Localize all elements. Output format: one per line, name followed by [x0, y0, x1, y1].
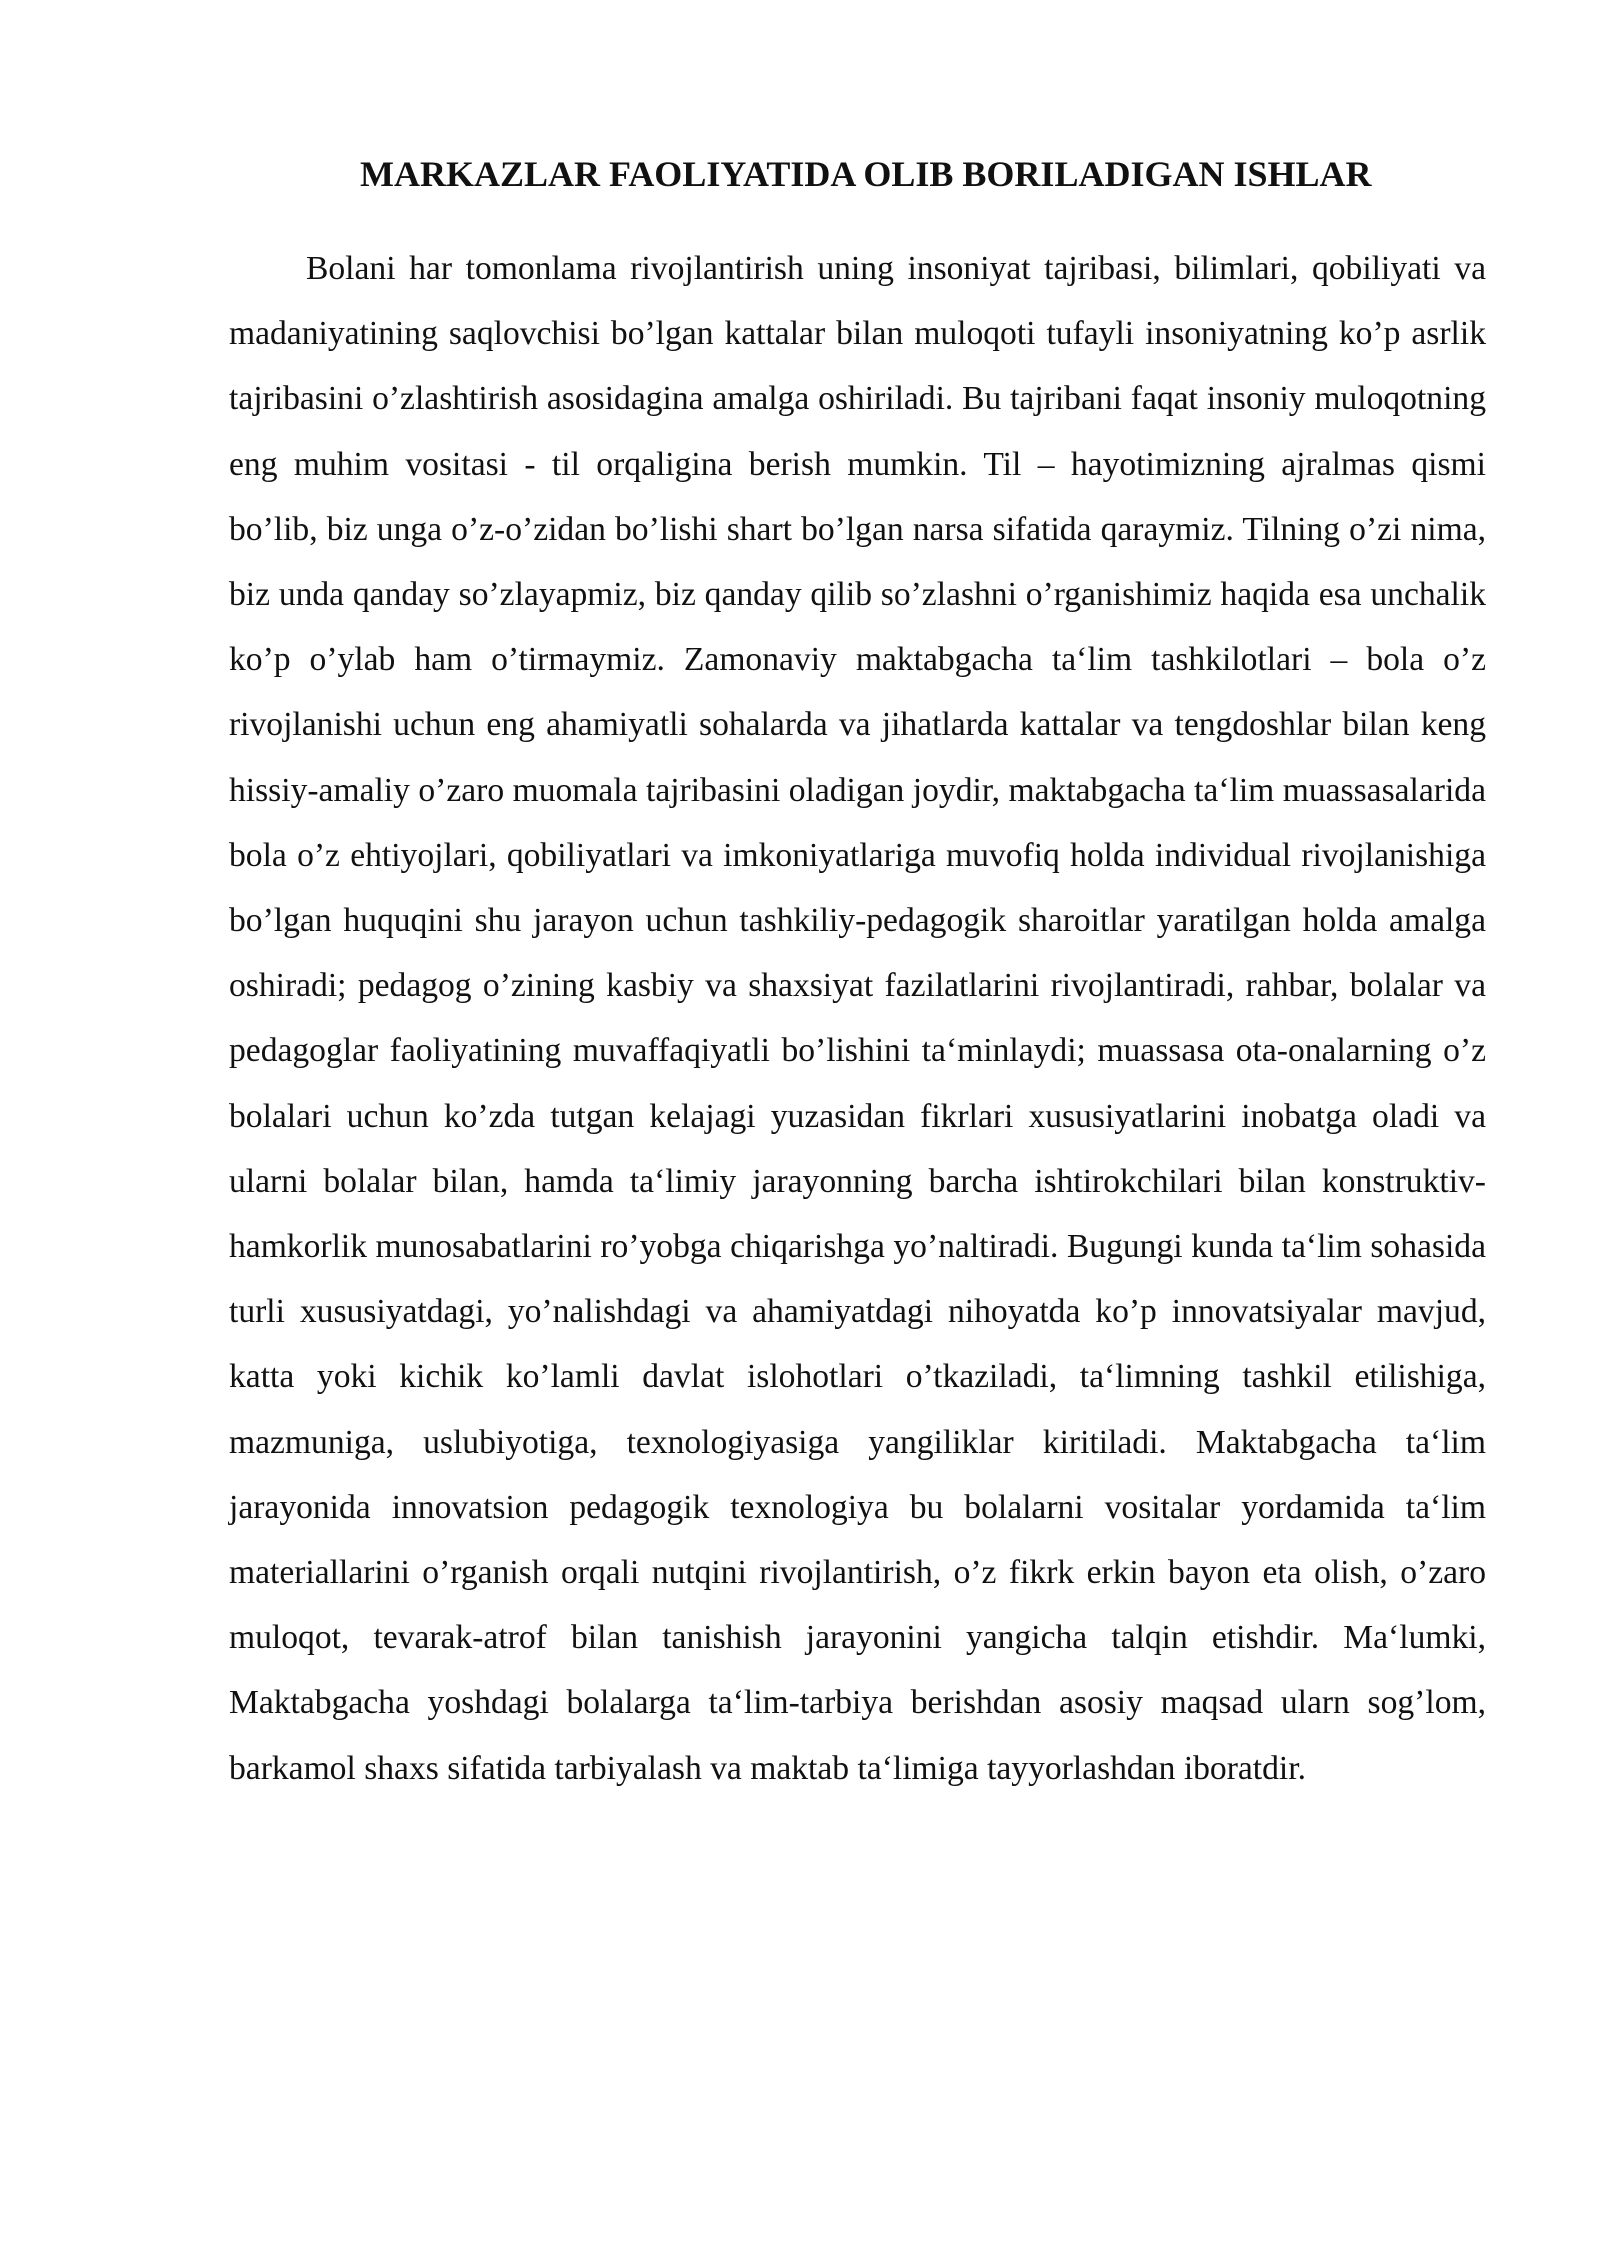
body-paragraph: Bolani har tomonlama rivojlantirish uning insoniyat tajribasi, bilimlari, qobiliyati va madaniyatining saqlovchisi bo’lgan kattalar bilan muloqoti tufayli insoniyatning ko’p asrlik tajribasini o’zlashtirish asosidagina amalga oshiriladi. Bu tajribani faqat insoniy muloqotning eng muhim vositasi - til orqaligina berish mumkin. Til – hayotimizning ajralmas qismi bo’lib, biz unga o’z-o’zidan bo’lishi shart bo’lgan narsa sifatida qaraymiz. Tilning o’zi nima, biz unda qanday so’zlayapmiz, biz qanday qilib so’zlashni o’rganishimiz haqida esa unchalik ko’p o’ylab ham o’tirmaymiz. Zamonaviy maktabgacha ta‘lim tashkilotlari – bola o’z rivojlanishi uchun eng ahamiyatli sohalarda va jihatlarda kattalar va tengdoshlar bilan keng hissiy-amaliy o’zaro muomala tajribasini oladigan joydir, maktabgacha ta‘lim muassasalarida bola o’z ehtiyojlari, qobiliyatlari va imkoniyatlariga muvofiq holda individual rivojlanishiga bo’lgan huquqini shu jarayon uchun tashkiliy-pedagogik sharoitlar yaratilgan holda amalga oshiradi; pedagog o’zining kasbiy va shaxsiyat fazilatlarini rivojlantiradi, rahbar, bolalar va pedagoglar faoliyatining muvaffaqiyatli bo’lishini ta‘minlaydi; muassasa ota-onalarning o’z bolalari uchun ko’zda tutgan kelajagi yuzasidan fikrlari xususiyatlarini inobatga oladi va ularni bolalar bilan, hamda ta‘limiy jarayonning barcha ishtirokchilari bilan konstruktiv-hamkorlik munosabatlarini ro’yobga chiqarishga yo’naltiradi. Bugungi kunda ta‘lim sohasida turli xususiyatdagi, yo’nalishdagi va ahamiyatdagi nihoyatda ko’p innovatsiyalar mavjud, katta yoki kichik ko’lamli davlat islohotlari o’tkaziladi, ta‘limning tashkil etilishiga, mazmuniga, uslubiyotiga, texnologiyasiga yangiliklar kiritiladi. Maktabgacha ta‘lim jarayonida innovatsion pedagogik texnologiya bu bolalarni vositalar yordamida ta‘lim materiallarini o’rganish orqali nutqini rivojlantirish, o’z fikrk erkin bayon eta olish, o’zaro muloqot, tevarak-atrof bilan tanishish jarayonini yangicha talqin etishdir. Ma‘lumki, Maktabgacha yoshdagi bolalarga ta‘lim-tarbiya berishdan asosiy maqsad ularn sog’lom, barkamol shaxs sifatida tarbiyalash va maktab ta‘limiga tayyorlashdan iboratdir. [229, 250, 1486, 1787]
document-title: MARKAZLAR FAOLIYATIDA OLIB BORILADIGAN ISHLAR [360, 154, 1372, 194]
